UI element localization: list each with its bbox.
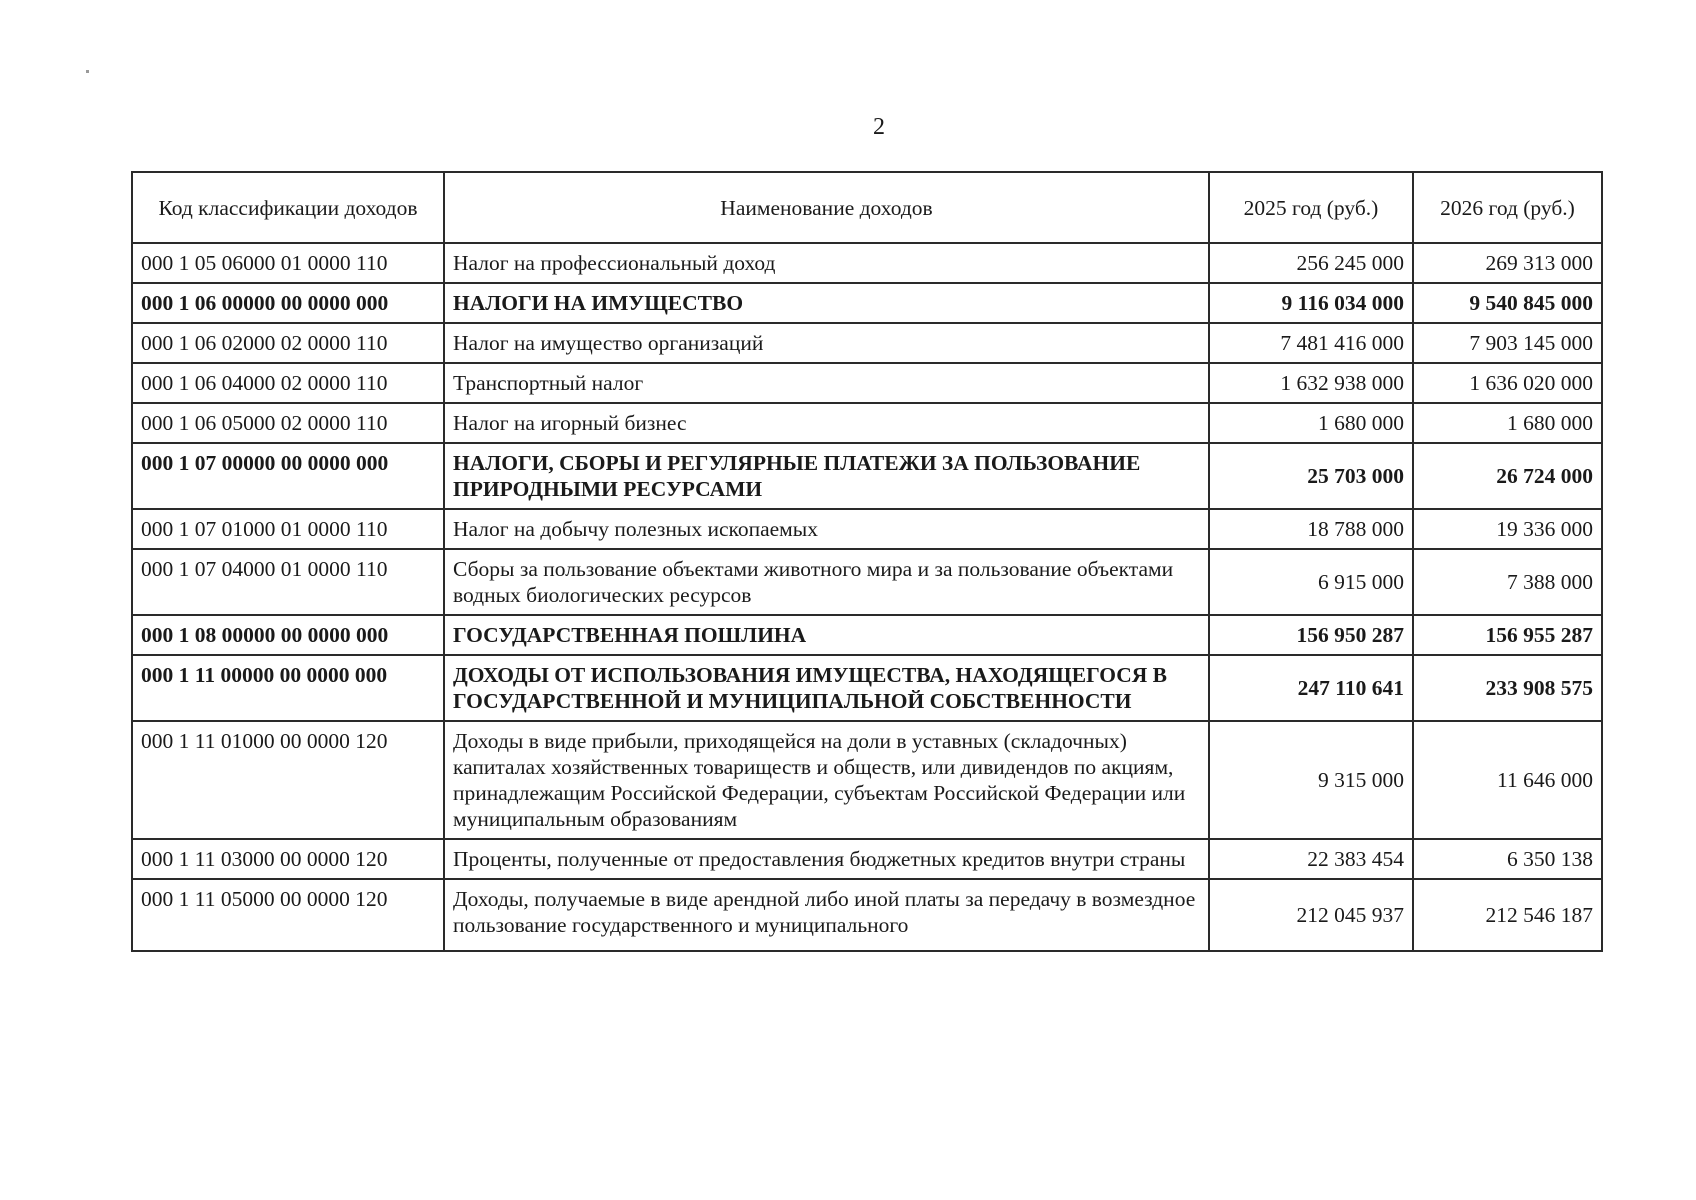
revenue-name: Транспортный налог bbox=[444, 363, 1209, 403]
classification-code: 000 1 11 05000 00 0000 120 bbox=[132, 879, 444, 951]
classification-code: 000 1 11 03000 00 0000 120 bbox=[132, 839, 444, 879]
revenue-name: ГОСУДАРСТВЕННАЯ ПОШЛИНА bbox=[444, 615, 1209, 655]
amount-2026: 7 903 145 000 bbox=[1413, 323, 1602, 363]
page-number: 2 bbox=[873, 114, 885, 140]
table-row bbox=[132, 243, 1602, 283]
revenue-name: Проценты, полученные от предоставления бюджетных кредитов внутри страны bbox=[444, 839, 1209, 879]
table-row-section bbox=[132, 283, 1602, 323]
classification-code: 000 1 07 01000 01 0000 110 bbox=[132, 509, 444, 549]
amount-2025: 156 950 287 bbox=[1209, 615, 1413, 655]
revenue-name: ДОХОДЫ ОТ ИСПОЛЬЗОВАНИЯ ИМУЩЕСТВА, НАХОДЯЩЕГОСЯ В ГОСУДАРСТВЕННОЙ И МУНИЦИПАЛЬНОЙ СОБСТВЕННОСТИ bbox=[444, 655, 1209, 721]
amount-2025: 18 788 000 bbox=[1209, 509, 1413, 549]
amount-2025: 1 632 938 000 bbox=[1209, 363, 1413, 403]
amount-2025: 7 481 416 000 bbox=[1209, 323, 1413, 363]
amount-2025: 22 383 454 bbox=[1209, 839, 1413, 879]
revenue-table bbox=[131, 171, 1603, 952]
amount-2026: 156 955 287 bbox=[1413, 615, 1602, 655]
table-row-section bbox=[132, 655, 1602, 721]
amount-2025: 9 315 000 bbox=[1209, 721, 1413, 839]
amount-2026: 6 350 138 bbox=[1413, 839, 1602, 879]
header-code: Код классификации доходов bbox=[132, 172, 444, 243]
classification-code: 000 1 11 00000 00 0000 000 bbox=[132, 655, 444, 721]
amount-2026: 233 908 575 bbox=[1413, 655, 1602, 721]
revenue-name: Доходы в виде прибыли, приходящейся на доли в уставных (складочных) капиталах хозяйственных товариществ и обществ, или дивидендов по акциям, принадлежащим Российской Федерации, субъектам Российской Федерации или муниципальным образованиям bbox=[444, 721, 1209, 839]
revenue-name: Сборы за пользование объектами животного мира и за пользование объектами водных биологических ресурсов bbox=[444, 549, 1209, 615]
amount-2026: 1 680 000 bbox=[1413, 403, 1602, 443]
classification-code: 000 1 07 04000 01 0000 110 bbox=[132, 549, 444, 615]
amount-2026: 1 636 020 000 bbox=[1413, 363, 1602, 403]
classification-code: 000 1 06 05000 02 0000 110 bbox=[132, 403, 444, 443]
table-header-row bbox=[132, 172, 1602, 243]
classification-code: 000 1 05 06000 01 0000 110 bbox=[132, 243, 444, 283]
amount-2025: 247 110 641 bbox=[1209, 655, 1413, 721]
header-year-2026: 2026 год (руб.) bbox=[1413, 172, 1602, 243]
table-row bbox=[132, 839, 1602, 879]
table-row bbox=[132, 879, 1602, 951]
revenue-name: Налог на профессиональный доход bbox=[444, 243, 1209, 283]
amount-2025: 212 045 937 bbox=[1209, 879, 1413, 951]
amount-2025: 6 915 000 bbox=[1209, 549, 1413, 615]
classification-code: 000 1 11 01000 00 0000 120 bbox=[132, 721, 444, 839]
header-year-2025: 2025 год (руб.) bbox=[1209, 172, 1413, 243]
table-row-section bbox=[132, 615, 1602, 655]
amount-2026: 7 388 000 bbox=[1413, 549, 1602, 615]
table-row bbox=[132, 721, 1602, 839]
amount-2025: 256 245 000 bbox=[1209, 243, 1413, 283]
header-name: Наименование доходов bbox=[444, 172, 1209, 243]
classification-code: 000 1 06 02000 02 0000 110 bbox=[132, 323, 444, 363]
table-row bbox=[132, 549, 1602, 615]
revenue-name: НАЛОГИ, СБОРЫ И РЕГУЛЯРНЫЕ ПЛАТЕЖИ ЗА ПОЛЬЗОВАНИЕ ПРИРОДНЫМИ РЕСУРСАМИ bbox=[444, 443, 1209, 509]
table-row bbox=[132, 403, 1602, 443]
revenue-name: Налог на имущество организаций bbox=[444, 323, 1209, 363]
revenue-name: Налог на игорный бизнес bbox=[444, 403, 1209, 443]
amount-2026: 26 724 000 bbox=[1413, 443, 1602, 509]
amount-2025: 9 116 034 000 bbox=[1209, 283, 1413, 323]
table-row bbox=[132, 509, 1602, 549]
amount-2026: 212 546 187 bbox=[1413, 879, 1602, 951]
table-row-section bbox=[132, 443, 1602, 509]
amount-2026: 19 336 000 bbox=[1413, 509, 1602, 549]
amount-2025: 25 703 000 bbox=[1209, 443, 1413, 509]
revenue-name: Доходы, получаемые в виде арендной либо иной платы за передачу в возмездное пользование государственного и муниципального bbox=[444, 879, 1209, 951]
table-row bbox=[132, 323, 1602, 363]
table-row bbox=[132, 363, 1602, 403]
amount-2026: 11 646 000 bbox=[1413, 721, 1602, 839]
classification-code: 000 1 06 04000 02 0000 110 bbox=[132, 363, 444, 403]
amount-2025: 1 680 000 bbox=[1209, 403, 1413, 443]
revenue-name: НАЛОГИ НА ИМУЩЕСТВО bbox=[444, 283, 1209, 323]
classification-code: 000 1 07 00000 00 0000 000 bbox=[132, 443, 444, 509]
classification-code: 000 1 08 00000 00 0000 000 bbox=[132, 615, 444, 655]
amount-2026: 9 540 845 000 bbox=[1413, 283, 1602, 323]
scan-artifact bbox=[86, 70, 89, 73]
classification-code: 000 1 06 00000 00 0000 000 bbox=[132, 283, 444, 323]
revenue-name: Налог на добычу полезных ископаемых bbox=[444, 509, 1209, 549]
amount-2026: 269 313 000 bbox=[1413, 243, 1602, 283]
